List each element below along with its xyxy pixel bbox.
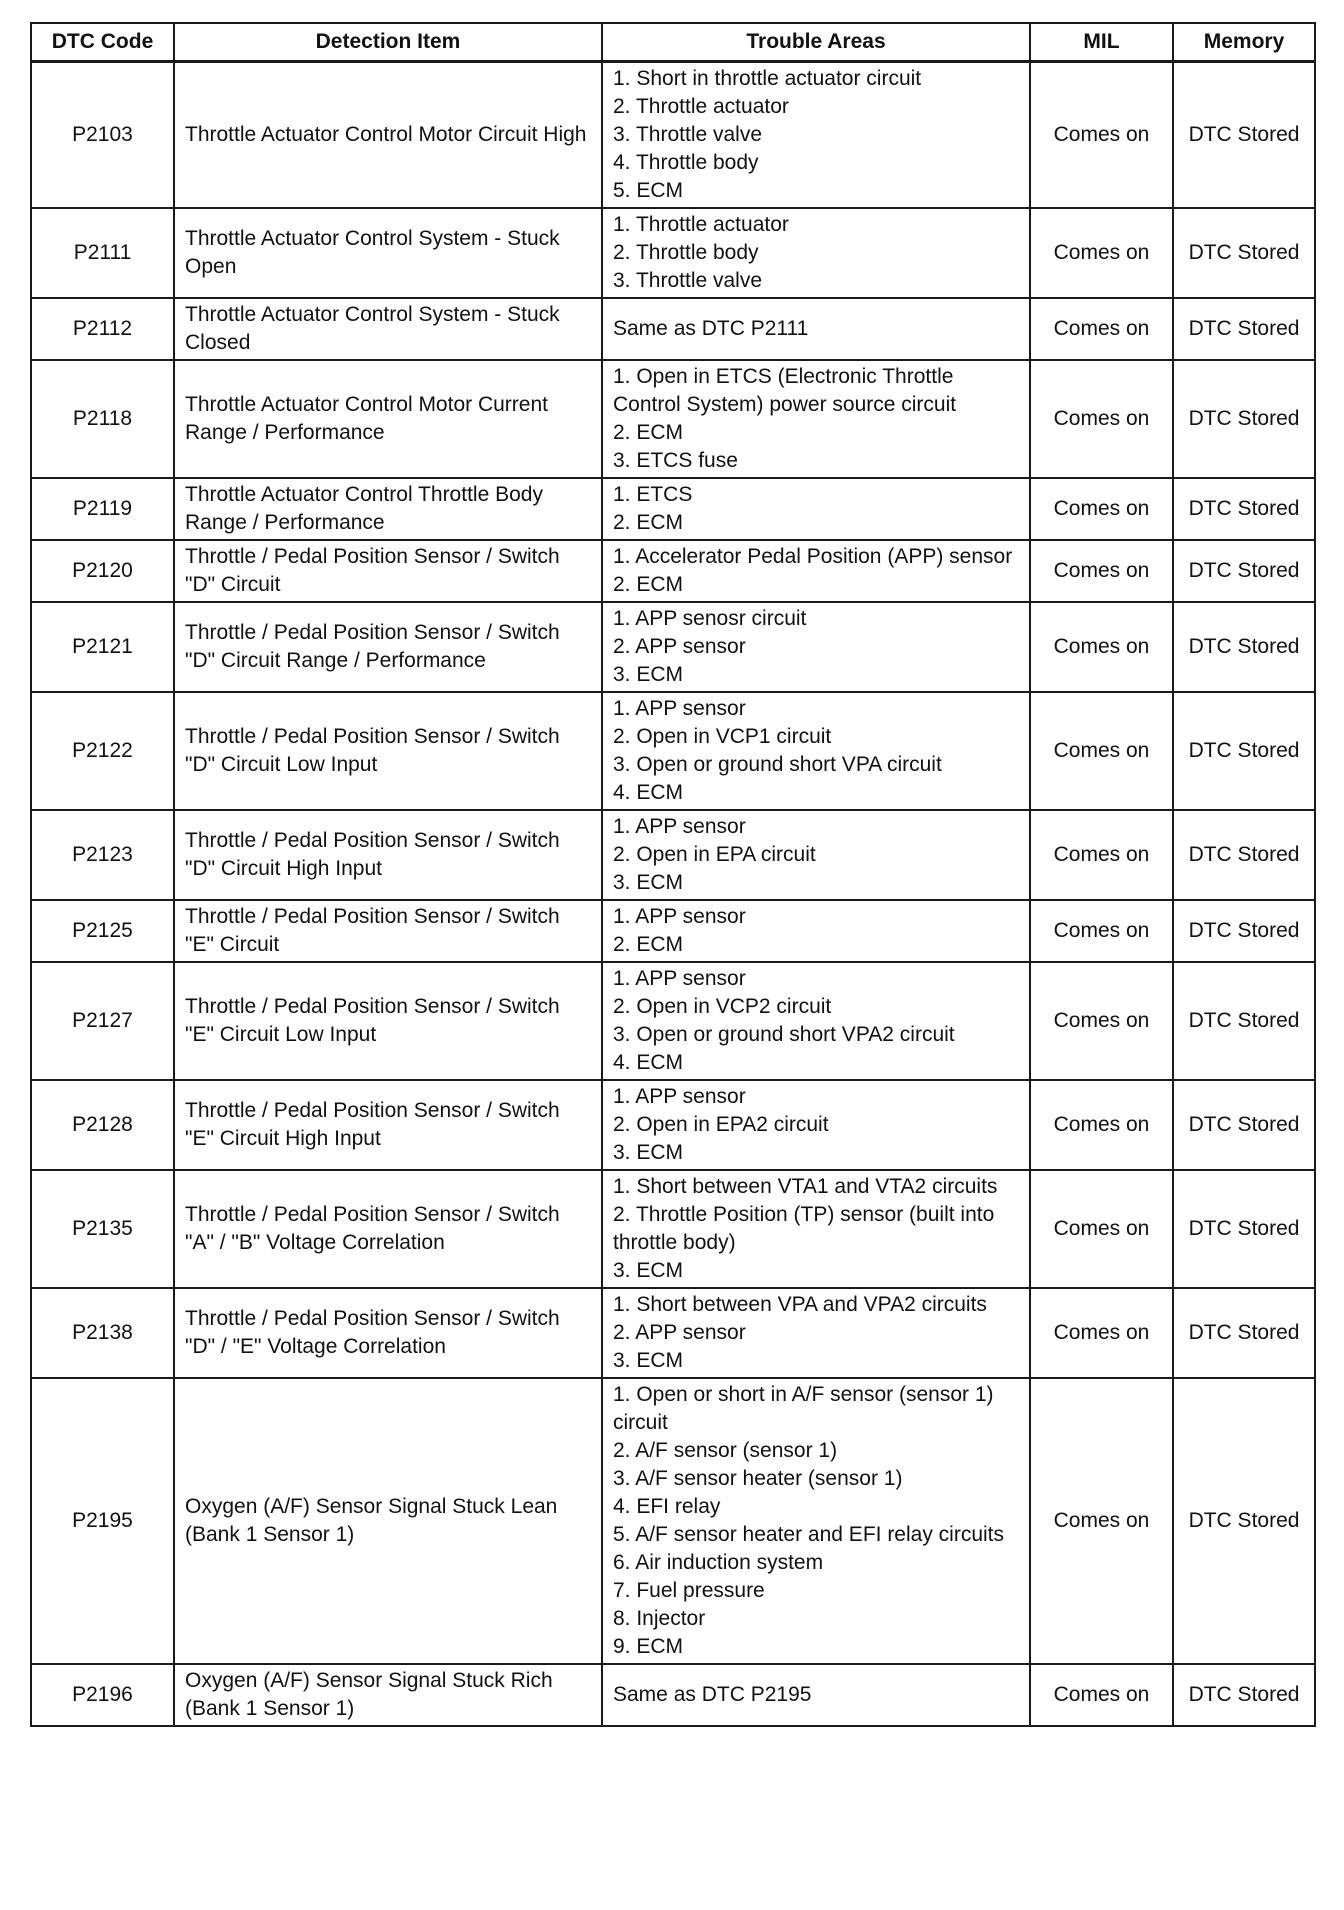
memory-cell: DTC Stored — [1173, 810, 1315, 900]
trouble-area-line: 4. Throttle body — [613, 151, 759, 174]
header-dtc-code: DTC Code — [31, 23, 174, 62]
header-detection-item: Detection Item — [174, 23, 602, 62]
memory-cell: DTC Stored — [1173, 962, 1315, 1080]
memory-cell: DTC Stored — [1173, 1378, 1315, 1664]
detection-item-cell: Throttle Actuator Control System - Stuck Open — [174, 208, 602, 298]
trouble-area-line: 1. APP sensor — [613, 967, 746, 990]
dtc-code-cell: P2121 — [31, 602, 174, 692]
header-mil: MIL — [1030, 23, 1173, 62]
trouble-area-line: 2. Open in EPA2 circuit — [613, 1113, 829, 1136]
trouble-area-line: 3. ECM — [613, 1141, 684, 1164]
mil-cell: Comes on — [1030, 692, 1173, 810]
mil-cell: Comes on — [1030, 62, 1173, 209]
memory-cell: DTC Stored — [1173, 1080, 1315, 1170]
table-row — [31, 692, 1315, 810]
detection-item-cell: Throttle / Pedal Position Sensor / Switch "E" Circuit — [174, 900, 602, 962]
trouble-area-line: 1. Accelerator Pedal Position (APP) sensor — [613, 545, 1013, 568]
header-memory: Memory — [1173, 23, 1315, 62]
header-row — [31, 23, 1315, 62]
dtc-code-cell: P2138 — [31, 1288, 174, 1378]
memory-cell: DTC Stored — [1173, 602, 1315, 692]
dtc-code-cell: P2128 — [31, 1080, 174, 1170]
trouble-area-line: 4. ECM — [613, 781, 684, 804]
trouble-area-line: 1. Open or short in A/F sensor (sensor 1) circuit — [613, 1383, 994, 1434]
trouble-area-line: 3. A/F sensor heater (sensor 1) — [613, 1467, 903, 1490]
trouble-area-line: Same as DTC P2195 — [613, 1683, 812, 1706]
trouble-area-line: 3. Open or ground short VPA circuit — [613, 753, 942, 776]
table-row — [31, 962, 1315, 1080]
mil-cell: Comes on — [1030, 360, 1173, 478]
memory-cell: DTC Stored — [1173, 692, 1315, 810]
trouble-area-line: 4. ECM — [613, 1051, 684, 1074]
trouble-area-line: 2. ECM — [613, 421, 684, 444]
dtc-code-cell: P2118 — [31, 360, 174, 478]
memory-cell: DTC Stored — [1173, 62, 1315, 209]
trouble-area-line: 1. APP sensor — [613, 1085, 746, 1108]
mil-cell: Comes on — [1030, 1378, 1173, 1664]
table-row — [31, 1378, 1315, 1664]
table-header — [31, 23, 1315, 62]
trouble-area-line: 2. APP sensor — [613, 1321, 746, 1344]
table-row — [31, 360, 1315, 478]
table-row — [31, 298, 1315, 360]
trouble-area-line: 2. Throttle actuator — [613, 95, 789, 118]
trouble-area-line: 1. APP sensor — [613, 697, 746, 720]
mil-cell: Comes on — [1030, 810, 1173, 900]
trouble-areas-cell — [602, 478, 1030, 540]
detection-item-cell: Throttle / Pedal Position Sensor / Switch "D" Circuit Low Input — [174, 692, 602, 810]
mil-cell: Comes on — [1030, 962, 1173, 1080]
detection-item-cell: Throttle / Pedal Position Sensor / Switch "D" / "E" Voltage Correlation — [174, 1288, 602, 1378]
detection-item-cell: Throttle / Pedal Position Sensor / Switch "E" Circuit High Input — [174, 1080, 602, 1170]
table-row — [31, 62, 1315, 209]
trouble-areas-cell — [602, 1378, 1030, 1664]
trouble-areas-cell — [602, 1080, 1030, 1170]
table-row — [31, 900, 1315, 962]
memory-cell: DTC Stored — [1173, 208, 1315, 298]
trouble-area-line: 2. Open in VCP1 circuit — [613, 725, 832, 748]
detection-item-cell: Throttle Actuator Control System - Stuck Closed — [174, 298, 602, 360]
dtc-code-cell: P2111 — [31, 208, 174, 298]
trouble-area-line: 3. ECM — [613, 1349, 684, 1372]
table-row — [31, 540, 1315, 602]
trouble-area-line: 1. Short in throttle actuator circuit — [613, 67, 922, 90]
trouble-area-line: 1. Throttle actuator — [613, 213, 789, 236]
mil-cell: Comes on — [1030, 1080, 1173, 1170]
trouble-areas-cell — [602, 692, 1030, 810]
trouble-area-line: 2. Throttle Position (TP) sensor (built into throttle body) — [613, 1203, 995, 1254]
mil-cell: Comes on — [1030, 900, 1173, 962]
dtc-code-cell: P2135 — [31, 1170, 174, 1288]
table-row — [31, 602, 1315, 692]
detection-item-cell: Throttle / Pedal Position Sensor / Switch "E" Circuit Low Input — [174, 962, 602, 1080]
trouble-areas-cell — [602, 298, 1030, 360]
trouble-area-line: 1. Open in ETCS (Electronic Throttle Control System) power source circuit — [613, 365, 957, 416]
trouble-areas-cell — [602, 208, 1030, 298]
trouble-area-line: 2. Open in EPA circuit — [613, 843, 816, 866]
table-row — [31, 1080, 1315, 1170]
trouble-area-line: 5. A/F sensor heater and EFI relay circuits — [613, 1523, 1005, 1546]
table-row — [31, 810, 1315, 900]
dtc-code-cell: P2123 — [31, 810, 174, 900]
detection-item-cell: Throttle / Pedal Position Sensor / Switch "D" Circuit — [174, 540, 602, 602]
header-trouble-areas: Trouble Areas — [602, 23, 1030, 62]
trouble-areas-cell — [602, 962, 1030, 1080]
table-row — [31, 478, 1315, 540]
dtc-table — [30, 22, 1316, 1727]
trouble-areas-cell — [602, 540, 1030, 602]
detection-item-cell: Throttle Actuator Control Motor Current Range / Performance — [174, 360, 602, 478]
detection-item-cell: Throttle / Pedal Position Sensor / Switch "D" Circuit Range / Performance — [174, 602, 602, 692]
trouble-area-line: 6. Air induction system — [613, 1551, 824, 1574]
dtc-code-cell: P2195 — [31, 1378, 174, 1664]
trouble-area-line: 2. ECM — [613, 933, 684, 956]
trouble-area-line: 2. A/F sensor (sensor 1) — [613, 1439, 838, 1462]
trouble-area-line: Same as DTC P2111 — [613, 317, 809, 340]
mil-cell: Comes on — [1030, 1170, 1173, 1288]
trouble-areas-cell — [602, 360, 1030, 478]
dtc-code-cell: P2103 — [31, 62, 174, 209]
trouble-areas-cell — [602, 62, 1030, 209]
mil-cell: Comes on — [1030, 208, 1173, 298]
trouble-area-line: 1. ETCS — [613, 483, 693, 506]
table-row — [31, 1170, 1315, 1288]
trouble-area-line: 3. ECM — [613, 1259, 684, 1282]
trouble-area-line: 9. ECM — [613, 1635, 684, 1658]
trouble-areas-cell — [602, 900, 1030, 962]
dtc-code-cell: P2112 — [31, 298, 174, 360]
mil-cell: Comes on — [1030, 1288, 1173, 1378]
trouble-area-line: 1. Short between VPA and VPA2 circuits — [613, 1293, 987, 1316]
trouble-area-line: 3. Open or ground short VPA2 circuit — [613, 1023, 955, 1046]
table-row — [31, 1288, 1315, 1378]
mil-cell: Comes on — [1030, 298, 1173, 360]
trouble-area-line: 2. Open in VCP2 circuit — [613, 995, 832, 1018]
trouble-area-line: 4. EFI relay — [613, 1495, 721, 1518]
trouble-areas-cell — [602, 1288, 1030, 1378]
memory-cell: DTC Stored — [1173, 298, 1315, 360]
trouble-area-line: 1. APP senosr circuit — [613, 607, 807, 630]
trouble-area-line: 3. ECM — [613, 871, 684, 894]
detection-item-cell: Throttle / Pedal Position Sensor / Switch "D" Circuit High Input — [174, 810, 602, 900]
trouble-area-line: 8. Injector — [613, 1607, 706, 1630]
trouble-areas-cell — [602, 1170, 1030, 1288]
trouble-area-line: 2. ECM — [613, 573, 684, 596]
detection-item-cell: Oxygen (A/F) Sensor Signal Stuck Rich (Bank 1 Sensor 1) — [174, 1664, 602, 1726]
memory-cell: DTC Stored — [1173, 540, 1315, 602]
memory-cell: DTC Stored — [1173, 1664, 1315, 1726]
detection-item-cell: Throttle / Pedal Position Sensor / Switch "A" / "B" Voltage Correlation — [174, 1170, 602, 1288]
trouble-area-line: 2. APP sensor — [613, 635, 746, 658]
detection-item-cell: Throttle Actuator Control Throttle Body Range / Performance — [174, 478, 602, 540]
trouble-area-line: 7. Fuel pressure — [613, 1579, 765, 1602]
table-body — [31, 62, 1315, 1727]
dtc-code-cell: P2119 — [31, 478, 174, 540]
mil-cell: Comes on — [1030, 478, 1173, 540]
memory-cell: DTC Stored — [1173, 360, 1315, 478]
dtc-code-cell: P2120 — [31, 540, 174, 602]
memory-cell: DTC Stored — [1173, 900, 1315, 962]
mil-cell: Comes on — [1030, 1664, 1173, 1726]
mil-cell: Comes on — [1030, 540, 1173, 602]
table-row — [31, 1664, 1315, 1726]
dtc-code-cell: P2127 — [31, 962, 174, 1080]
trouble-areas-cell — [602, 1664, 1030, 1726]
table-row — [31, 208, 1315, 298]
memory-cell: DTC Stored — [1173, 478, 1315, 540]
memory-cell: DTC Stored — [1173, 1170, 1315, 1288]
trouble-area-line: 1. Short between VTA1 and VTA2 circuits — [613, 1175, 998, 1198]
trouble-area-line: 2. ECM — [613, 511, 684, 534]
trouble-area-line: 3. Throttle valve — [613, 269, 763, 292]
trouble-area-line: 1. APP sensor — [613, 905, 746, 928]
detection-item-cell: Throttle Actuator Control Motor Circuit High — [174, 62, 602, 209]
trouble-area-line: 3. ECM — [613, 663, 684, 686]
mil-cell: Comes on — [1030, 602, 1173, 692]
trouble-area-line: 1. APP sensor — [613, 815, 746, 838]
detection-item-cell: Oxygen (A/F) Sensor Signal Stuck Lean (Bank 1 Sensor 1) — [174, 1378, 602, 1664]
dtc-code-cell: P2196 — [31, 1664, 174, 1726]
memory-cell: DTC Stored — [1173, 1288, 1315, 1378]
trouble-area-line: 5. ECM — [613, 179, 684, 202]
trouble-area-line: 2. Throttle body — [613, 241, 759, 264]
trouble-area-line: 3. Throttle valve — [613, 123, 763, 146]
trouble-area-line: 3. ETCS fuse — [613, 449, 738, 472]
trouble-areas-cell — [602, 810, 1030, 900]
dtc-code-cell: P2125 — [31, 900, 174, 962]
dtc-code-cell: P2122 — [31, 692, 174, 810]
trouble-areas-cell — [602, 602, 1030, 692]
